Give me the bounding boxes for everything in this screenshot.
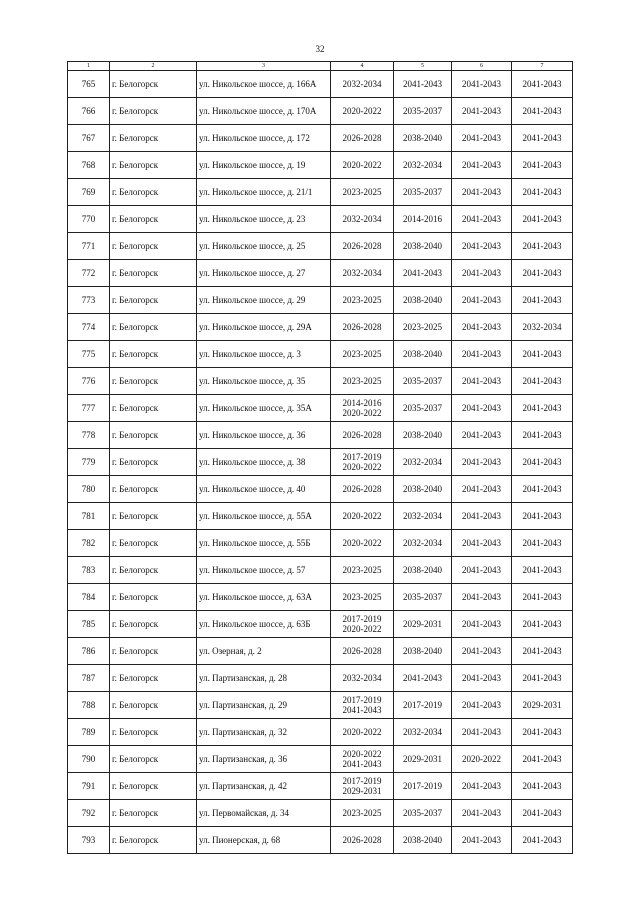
row-number: 781 bbox=[68, 503, 110, 530]
period-cell-col7: 2041-2043 bbox=[512, 476, 573, 503]
period-cell-col7: 2041-2043 bbox=[512, 179, 573, 206]
row-number: 785 bbox=[68, 611, 110, 638]
period-cell-col5: 2035-2037 bbox=[394, 179, 452, 206]
row-number: 769 bbox=[68, 179, 110, 206]
city-cell: г. Белогорск bbox=[110, 476, 197, 503]
table-row bbox=[68, 530, 573, 557]
period-cell-col4 bbox=[331, 665, 394, 692]
period-cell-col6: 2041-2043 bbox=[452, 773, 512, 800]
period-cell-col4 bbox=[331, 98, 394, 125]
row-number: 778 bbox=[68, 422, 110, 449]
period-cell-col7: 2041-2043 bbox=[512, 422, 573, 449]
table-row bbox=[68, 584, 573, 611]
table-row bbox=[68, 152, 573, 179]
period-value: 2026-2028 bbox=[342, 430, 382, 440]
period-value: 2023-2025 bbox=[342, 295, 382, 305]
row-number: 793 bbox=[68, 827, 110, 854]
period-cell-col4 bbox=[331, 800, 394, 827]
period-cell-col7: 2041-2043 bbox=[512, 584, 573, 611]
period-cell-col6: 2041-2043 bbox=[452, 206, 512, 233]
period-cell-col4 bbox=[331, 368, 394, 395]
table-row bbox=[68, 773, 573, 800]
period-value: 2023-2025 bbox=[342, 187, 382, 197]
period-cell-col7: 2032-2034 bbox=[512, 314, 573, 341]
period-cell-col6: 2041-2043 bbox=[452, 530, 512, 557]
row-number: 780 bbox=[68, 476, 110, 503]
period-cell-col5: 2029-2031 bbox=[394, 611, 452, 638]
row-number: 791 bbox=[68, 773, 110, 800]
address-cell: ул. Никольское шоссе, д. 40 bbox=[197, 476, 331, 503]
period-cell-col7: 2041-2043 bbox=[512, 611, 573, 638]
period-cell-col6: 2041-2043 bbox=[452, 341, 512, 368]
period-value: 2017-2019 bbox=[342, 614, 382, 624]
period-value: 2017-2019 bbox=[342, 695, 382, 705]
address-cell: ул. Партизанская, д. 32 bbox=[197, 719, 331, 746]
period-cell-col4 bbox=[331, 152, 394, 179]
table-row bbox=[68, 611, 573, 638]
period-cell-col5: 2038-2040 bbox=[394, 287, 452, 314]
period-cell-col5: 2041-2043 bbox=[394, 71, 452, 98]
row-number: 786 bbox=[68, 638, 110, 665]
table-row bbox=[68, 125, 573, 152]
address-cell: ул. Никольское шоссе, д. 63Б bbox=[197, 611, 331, 638]
period-cell-col6: 2041-2043 bbox=[452, 638, 512, 665]
period-cell-col6: 2041-2043 bbox=[452, 800, 512, 827]
period-value: 2026-2028 bbox=[342, 322, 382, 332]
row-number: 777 bbox=[68, 395, 110, 422]
city-cell: г. Белогорск bbox=[110, 260, 197, 287]
period-value: 2026-2028 bbox=[342, 241, 382, 251]
period-cell-col6: 2041-2043 bbox=[452, 611, 512, 638]
period-value: 2026-2028 bbox=[342, 646, 382, 656]
address-cell: ул. Партизанская, д. 29 bbox=[197, 692, 331, 719]
period-cell-col4 bbox=[331, 611, 394, 638]
address-cell: ул. Никольское шоссе, д. 21/1 bbox=[197, 179, 331, 206]
address-cell: ул. Никольское шоссе, д. 57 bbox=[197, 557, 331, 584]
row-number: 790 bbox=[68, 746, 110, 773]
period-cell-col7: 2041-2043 bbox=[512, 287, 573, 314]
period-cell-col6: 2041-2043 bbox=[452, 368, 512, 395]
period-cell-col5: 2038-2040 bbox=[394, 557, 452, 584]
column-number: 7 bbox=[512, 62, 573, 71]
period-cell-col7: 2041-2043 bbox=[512, 125, 573, 152]
period-cell-col5: 2038-2040 bbox=[394, 125, 452, 152]
period-value: 2023-2025 bbox=[342, 808, 382, 818]
period-value: 2014-2016 bbox=[342, 398, 382, 408]
table-row bbox=[68, 476, 573, 503]
period-cell-col7: 2041-2043 bbox=[512, 152, 573, 179]
city-cell: г. Белогорск bbox=[110, 449, 197, 476]
period-value: 2032-2034 bbox=[342, 268, 382, 278]
address-cell: ул. Первомайская, д. 34 bbox=[197, 800, 331, 827]
row-number: 770 bbox=[68, 206, 110, 233]
period-cell-col5: 2032-2034 bbox=[394, 719, 452, 746]
row-number: 779 bbox=[68, 449, 110, 476]
table-row bbox=[68, 692, 573, 719]
page-number: 32 bbox=[315, 44, 325, 54]
period-value: 2017-2019 bbox=[342, 776, 382, 786]
period-cell-col5: 2035-2037 bbox=[394, 800, 452, 827]
period-cell-col6: 2041-2043 bbox=[452, 179, 512, 206]
city-cell: г. Белогорск bbox=[110, 314, 197, 341]
address-cell: ул. Пионерская, д. 68 bbox=[197, 827, 331, 854]
address-cell: ул. Озерная, д. 2 bbox=[197, 638, 331, 665]
period-cell-col5: 2041-2043 bbox=[394, 665, 452, 692]
column-number: 1 bbox=[68, 62, 110, 71]
period-cell-col7: 2041-2043 bbox=[512, 503, 573, 530]
address-cell: ул. Никольское шоссе, д. 166А bbox=[197, 71, 331, 98]
city-cell: г. Белогорск bbox=[110, 746, 197, 773]
period-cell-col5: 2023-2025 bbox=[394, 314, 452, 341]
table-row bbox=[68, 827, 573, 854]
row-number: 774 bbox=[68, 314, 110, 341]
period-value: 2020-2022 bbox=[342, 511, 382, 521]
row-number: 776 bbox=[68, 368, 110, 395]
period-cell-col6: 2041-2043 bbox=[452, 476, 512, 503]
period-value: 2020-2022 bbox=[342, 160, 382, 170]
address-cell: ул. Никольское шоссе, д. 27 bbox=[197, 260, 331, 287]
table-row bbox=[68, 287, 573, 314]
table-row bbox=[68, 449, 573, 476]
city-cell: г. Белогорск bbox=[110, 152, 197, 179]
period-value: 2023-2025 bbox=[342, 349, 382, 359]
row-number: 772 bbox=[68, 260, 110, 287]
address-cell: ул. Никольское шоссе, д. 3 bbox=[197, 341, 331, 368]
period-cell-col6: 2041-2043 bbox=[452, 260, 512, 287]
period-cell-col5: 2017-2019 bbox=[394, 692, 452, 719]
period-value: 2032-2034 bbox=[342, 214, 382, 224]
address-cell: ул. Никольское шоссе, д. 23 bbox=[197, 206, 331, 233]
period-cell-col7: 2041-2043 bbox=[512, 395, 573, 422]
row-number: 773 bbox=[68, 287, 110, 314]
period-value: 2020-2022 bbox=[342, 624, 382, 634]
period-cell-col4 bbox=[331, 233, 394, 260]
address-cell: ул. Партизанская, д. 42 bbox=[197, 773, 331, 800]
period-cell-col6: 2041-2043 bbox=[452, 557, 512, 584]
column-number: 3 bbox=[197, 62, 331, 71]
period-cell-col5: 2041-2043 bbox=[394, 260, 452, 287]
period-cell-col5: 2035-2037 bbox=[394, 395, 452, 422]
city-cell: г. Белогорск bbox=[110, 557, 197, 584]
column-number-row bbox=[68, 62, 573, 71]
table-row bbox=[68, 665, 573, 692]
period-cell-col7: 2041-2043 bbox=[512, 773, 573, 800]
table-row bbox=[68, 71, 573, 98]
period-value: 2020-2022 bbox=[342, 749, 382, 759]
period-cell-col4 bbox=[331, 692, 394, 719]
period-cell-col6: 2041-2043 bbox=[452, 152, 512, 179]
row-number: 767 bbox=[68, 125, 110, 152]
row-number: 787 bbox=[68, 665, 110, 692]
period-cell-col6: 2041-2043 bbox=[452, 314, 512, 341]
period-cell-col4 bbox=[331, 503, 394, 530]
table-row bbox=[68, 206, 573, 233]
city-cell: г. Белогорск bbox=[110, 719, 197, 746]
period-cell-col5: 2038-2040 bbox=[394, 476, 452, 503]
period-cell-col4 bbox=[331, 827, 394, 854]
period-cell-col5: 2038-2040 bbox=[394, 422, 452, 449]
period-cell-col7: 2029-2031 bbox=[512, 692, 573, 719]
address-cell: ул. Никольское шоссе, д. 29 bbox=[197, 287, 331, 314]
period-cell-col5: 2038-2040 bbox=[394, 233, 452, 260]
period-cell-col4 bbox=[331, 206, 394, 233]
city-cell: г. Белогорск bbox=[110, 665, 197, 692]
period-value: 2041-2043 bbox=[342, 759, 382, 769]
period-cell-col5: 2035-2037 bbox=[394, 584, 452, 611]
period-cell-col4 bbox=[331, 638, 394, 665]
period-cell-col4 bbox=[331, 125, 394, 152]
period-value: 2020-2022 bbox=[342, 727, 382, 737]
period-cell-col5: 2014-2016 bbox=[394, 206, 452, 233]
period-value: 2026-2028 bbox=[342, 484, 382, 494]
period-cell-col7: 2041-2043 bbox=[512, 665, 573, 692]
city-cell: г. Белогорск bbox=[110, 287, 197, 314]
address-cell: ул. Никольское шоссе, д. 35А bbox=[197, 395, 331, 422]
period-cell-col4 bbox=[331, 584, 394, 611]
table-row bbox=[68, 800, 573, 827]
period-cell-col7: 2041-2043 bbox=[512, 260, 573, 287]
table-row bbox=[68, 314, 573, 341]
city-cell: г. Белогорск bbox=[110, 611, 197, 638]
table-row bbox=[68, 260, 573, 287]
period-value: 2023-2025 bbox=[342, 565, 382, 575]
address-cell: ул. Никольское шоссе, д. 36 bbox=[197, 422, 331, 449]
row-number: 782 bbox=[68, 530, 110, 557]
period-value: 2020-2022 bbox=[342, 408, 382, 418]
table-row bbox=[68, 638, 573, 665]
period-value: 2026-2028 bbox=[342, 835, 382, 845]
city-cell: г. Белогорск bbox=[110, 422, 197, 449]
period-cell-col6: 2041-2043 bbox=[452, 287, 512, 314]
table-row bbox=[68, 719, 573, 746]
period-value: 2026-2028 bbox=[342, 133, 382, 143]
period-cell-col5: 2038-2040 bbox=[394, 341, 452, 368]
city-cell: г. Белогорск bbox=[110, 638, 197, 665]
period-value: 2020-2022 bbox=[342, 462, 382, 472]
row-number: 766 bbox=[68, 98, 110, 125]
table-row bbox=[68, 557, 573, 584]
period-cell-col7: 2041-2043 bbox=[512, 719, 573, 746]
period-cell-col4 bbox=[331, 746, 394, 773]
period-cell-col6: 2041-2043 bbox=[452, 98, 512, 125]
period-cell-col6: 2041-2043 bbox=[452, 449, 512, 476]
period-cell-col7: 2041-2043 bbox=[512, 206, 573, 233]
column-number: 4 bbox=[331, 62, 394, 71]
period-cell-col6: 2041-2043 bbox=[452, 692, 512, 719]
city-cell: г. Белогорск bbox=[110, 206, 197, 233]
row-number: 789 bbox=[68, 719, 110, 746]
period-cell-col7: 2041-2043 bbox=[512, 368, 573, 395]
period-cell-col4 bbox=[331, 449, 394, 476]
table-row bbox=[68, 368, 573, 395]
period-cell-col7: 2041-2043 bbox=[512, 71, 573, 98]
city-cell: г. Белогорск bbox=[110, 179, 197, 206]
period-cell-col4 bbox=[331, 341, 394, 368]
address-cell: ул. Никольское шоссе, д. 55Б bbox=[197, 530, 331, 557]
row-number: 783 bbox=[68, 557, 110, 584]
period-cell-col5: 2032-2034 bbox=[394, 449, 452, 476]
row-number: 784 bbox=[68, 584, 110, 611]
city-cell: г. Белогорск bbox=[110, 125, 197, 152]
table-row bbox=[68, 395, 573, 422]
period-value: 2029-2031 bbox=[342, 786, 382, 796]
period-value: 2017-2019 bbox=[342, 452, 382, 462]
city-cell: г. Белогорск bbox=[110, 530, 197, 557]
period-cell-col7: 2041-2043 bbox=[512, 827, 573, 854]
city-cell: г. Белогорск bbox=[110, 98, 197, 125]
row-number: 765 bbox=[68, 71, 110, 98]
period-cell-col4 bbox=[331, 530, 394, 557]
address-cell: ул. Никольское шоссе, д. 55А bbox=[197, 503, 331, 530]
row-number: 768 bbox=[68, 152, 110, 179]
city-cell: г. Белогорск bbox=[110, 692, 197, 719]
period-cell-col6: 2041-2043 bbox=[452, 233, 512, 260]
schedule-table-body bbox=[68, 62, 573, 854]
address-cell: ул. Никольское шоссе, д. 35 bbox=[197, 368, 331, 395]
period-value: 2041-2043 bbox=[342, 705, 382, 715]
period-cell-col5: 2035-2037 bbox=[394, 368, 452, 395]
city-cell: г. Белогорск bbox=[110, 368, 197, 395]
period-cell-col4 bbox=[331, 314, 394, 341]
period-value: 2020-2022 bbox=[342, 106, 382, 116]
city-cell: г. Белогорск bbox=[110, 341, 197, 368]
period-cell-col6: 2041-2043 bbox=[452, 125, 512, 152]
period-cell-col6: 2020-2022 bbox=[452, 746, 512, 773]
address-cell: ул. Партизанская, д. 36 bbox=[197, 746, 331, 773]
address-cell: ул. Никольское шоссе, д. 170А bbox=[197, 98, 331, 125]
period-cell-col5: 2017-2019 bbox=[394, 773, 452, 800]
period-value: 2032-2034 bbox=[342, 673, 382, 683]
city-cell: г. Белогорск bbox=[110, 584, 197, 611]
period-cell-col5: 2035-2037 bbox=[394, 98, 452, 125]
period-cell-col6: 2041-2043 bbox=[452, 584, 512, 611]
row-number: 788 bbox=[68, 692, 110, 719]
period-cell-col7: 2041-2043 bbox=[512, 557, 573, 584]
table-row bbox=[68, 98, 573, 125]
period-cell-col5: 2038-2040 bbox=[394, 827, 452, 854]
period-cell-col5: 2032-2034 bbox=[394, 503, 452, 530]
period-cell-col7: 2041-2043 bbox=[512, 638, 573, 665]
column-number: 5 bbox=[394, 62, 452, 71]
period-cell-col4 bbox=[331, 422, 394, 449]
table-row bbox=[68, 422, 573, 449]
period-cell-col7: 2041-2043 bbox=[512, 233, 573, 260]
period-cell-col6: 2041-2043 bbox=[452, 71, 512, 98]
column-number: 6 bbox=[452, 62, 512, 71]
address-cell: ул. Никольское шоссе, д. 25 bbox=[197, 233, 331, 260]
period-cell-col7: 2041-2043 bbox=[512, 449, 573, 476]
period-cell-col6: 2041-2043 bbox=[452, 719, 512, 746]
city-cell: г. Белогорск bbox=[110, 800, 197, 827]
period-cell-col7: 2041-2043 bbox=[512, 746, 573, 773]
period-value: 2023-2025 bbox=[342, 592, 382, 602]
address-cell: ул. Никольское шоссе, д. 63А bbox=[197, 584, 331, 611]
city-cell: г. Белогорск bbox=[110, 233, 197, 260]
row-number: 775 bbox=[68, 341, 110, 368]
row-number: 771 bbox=[68, 233, 110, 260]
period-cell-col4 bbox=[331, 395, 394, 422]
period-cell-col6: 2041-2043 bbox=[452, 422, 512, 449]
period-cell-col5: 2032-2034 bbox=[394, 530, 452, 557]
address-cell: ул. Никольское шоссе, д. 29А bbox=[197, 314, 331, 341]
period-value: 2023-2025 bbox=[342, 376, 382, 386]
period-cell-col4 bbox=[331, 719, 394, 746]
period-cell-col4 bbox=[331, 476, 394, 503]
period-cell-col5: 2038-2040 bbox=[394, 638, 452, 665]
period-cell-col4 bbox=[331, 773, 394, 800]
address-cell: ул. Никольское шоссе, д. 38 bbox=[197, 449, 331, 476]
table-row bbox=[68, 746, 573, 773]
period-cell-col6: 2041-2043 bbox=[452, 665, 512, 692]
city-cell: г. Белогорск bbox=[110, 773, 197, 800]
city-cell: г. Белогорск bbox=[110, 503, 197, 530]
period-cell-col7: 2041-2043 bbox=[512, 98, 573, 125]
table-row bbox=[68, 503, 573, 530]
address-cell: ул. Партизанская, д. 28 bbox=[197, 665, 331, 692]
period-cell-col6: 2041-2043 bbox=[452, 395, 512, 422]
period-cell-col4 bbox=[331, 557, 394, 584]
period-value: 2020-2022 bbox=[342, 538, 382, 548]
address-cell: ул. Никольское шоссе, д. 172 bbox=[197, 125, 331, 152]
period-cell-col7: 2041-2043 bbox=[512, 530, 573, 557]
city-cell: г. Белогорск bbox=[110, 71, 197, 98]
address-cell: ул. Никольское шоссе, д. 19 bbox=[197, 152, 331, 179]
city-cell: г. Белогорск bbox=[110, 395, 197, 422]
city-cell: г. Белогорск bbox=[110, 827, 197, 854]
row-number: 792 bbox=[68, 800, 110, 827]
period-cell-col7: 2041-2043 bbox=[512, 341, 573, 368]
table-row bbox=[68, 341, 573, 368]
period-cell-col4 bbox=[331, 287, 394, 314]
period-cell-col4 bbox=[331, 179, 394, 206]
table-row bbox=[68, 179, 573, 206]
table-row bbox=[68, 233, 573, 260]
period-cell-col5: 2032-2034 bbox=[394, 152, 452, 179]
period-cell-col6: 2041-2043 bbox=[452, 827, 512, 854]
period-cell-col4 bbox=[331, 71, 394, 98]
period-cell-col4 bbox=[331, 260, 394, 287]
schedule-table bbox=[67, 61, 573, 854]
period-cell-col6: 2041-2043 bbox=[452, 503, 512, 530]
column-number: 2 bbox=[110, 62, 197, 71]
period-cell-col5: 2029-2031 bbox=[394, 746, 452, 773]
period-cell-col7: 2041-2043 bbox=[512, 800, 573, 827]
period-value: 2032-2034 bbox=[342, 79, 382, 89]
